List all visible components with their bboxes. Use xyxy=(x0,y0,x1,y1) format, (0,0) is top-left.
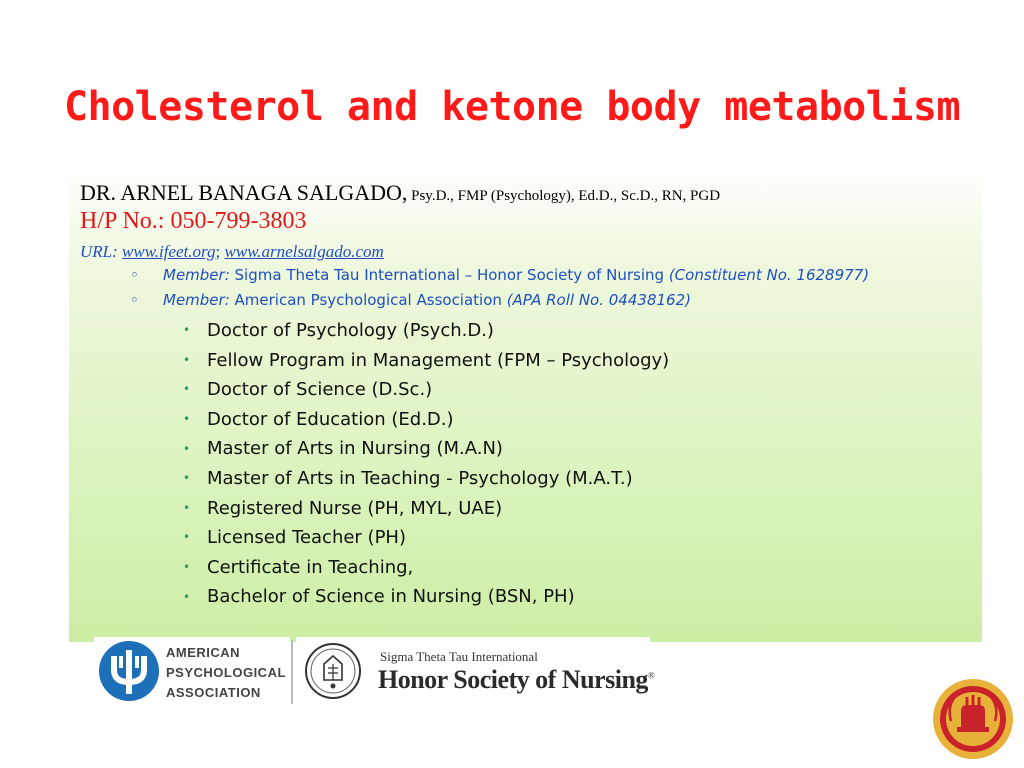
bullet-icon: • xyxy=(183,589,191,604)
degree-text: Doctor of Psychology (Psych.D.) xyxy=(207,320,494,341)
degree-item xyxy=(183,523,669,553)
logo-divider xyxy=(291,640,293,704)
membership-prefix: Member: xyxy=(163,266,230,284)
degree-item xyxy=(183,405,669,435)
honor-title-text: Honor Society of Nursing xyxy=(378,665,648,694)
honor-society-crest-icon xyxy=(302,640,364,702)
bullet-icon: • xyxy=(183,323,191,338)
honor-society-logo xyxy=(296,637,655,705)
membership-detail: (APA Roll No. 04438162) xyxy=(506,291,691,309)
membership-detail: (Constituent No. 1628977) xyxy=(668,266,870,284)
university-seal-icon xyxy=(931,677,1015,761)
degree-text: Certificate in Teaching, xyxy=(207,556,414,578)
degree-text: Master of Arts in Nursing (M.A.N) xyxy=(207,438,503,460)
url-line xyxy=(80,242,384,262)
honor-subtitle: Sigma Theta Tau International xyxy=(380,649,538,664)
degree-text: Doctor of Education (Ed.D.) xyxy=(207,408,454,430)
degree-text: Bachelor of Science in Nursing (BSN, PH) xyxy=(207,586,575,608)
bullet-icon: • xyxy=(183,382,191,397)
author-credentials: Psy.D., FMP (Psychology), Ed.D., Sc.D., RN, PGD xyxy=(407,188,721,204)
bullet-icon: • xyxy=(183,500,191,515)
phone-number: H/P No.: 050-799-3803 xyxy=(80,208,307,234)
link-ifeet[interactable]: www.ifeet.org xyxy=(122,242,216,261)
membership-prefix: Member: xyxy=(163,291,230,309)
author-name: DR. ARNEL BANAGA SALGADO, xyxy=(80,180,408,205)
honor-title xyxy=(378,665,654,695)
degree-item xyxy=(183,494,669,524)
degree-item xyxy=(183,316,669,346)
apa-line3: ASSOCIATION xyxy=(166,685,261,700)
bullet-icon: • xyxy=(183,559,191,574)
bullet-icon: • xyxy=(183,411,191,426)
membership-org: Sigma Theta Tau International – Honor Society of Nursing xyxy=(229,266,669,284)
degree-list xyxy=(183,316,669,612)
degree-item xyxy=(183,434,669,464)
degree-item xyxy=(183,582,669,612)
membership-bullet: ◦ xyxy=(130,291,139,309)
apa-logo xyxy=(94,637,290,705)
degree-item xyxy=(183,553,669,583)
degree-item xyxy=(183,375,669,405)
slide-title: Cholesterol and ketone body metabolism xyxy=(63,84,961,130)
bullet-icon: • xyxy=(183,471,191,486)
url-separator: ; xyxy=(215,242,221,261)
membership-bullet: ◦ xyxy=(130,266,139,284)
bullet-icon: • xyxy=(183,352,191,367)
bullet-icon: • xyxy=(183,441,191,456)
apa-line1: AMERICAN xyxy=(166,645,241,660)
url-label: URL: xyxy=(80,242,118,261)
degree-text: Master of Arts in Teaching - Psychology (M.A.T.) xyxy=(207,467,633,489)
membership-org: American Psychological Association xyxy=(229,291,507,309)
degree-item xyxy=(183,464,669,494)
link-arnelsalgado[interactable]: www.arnelsalgado.com xyxy=(224,242,384,261)
membership-apa xyxy=(130,291,691,309)
degree-item xyxy=(183,346,669,376)
membership-sigma xyxy=(130,266,869,284)
degree-text: Doctor of Science (D.Sc.) xyxy=(207,379,433,401)
apa-psi-icon xyxy=(96,638,162,704)
registered-mark: ® xyxy=(647,670,655,681)
apa-line2: PSYCHOLOGICAL xyxy=(166,665,286,680)
degree-text: Registered Nurse (PH, MYL, UAE) xyxy=(207,497,503,519)
bullet-icon: • xyxy=(183,530,191,545)
author-line xyxy=(80,180,720,206)
degree-text: Licensed Teacher (PH) xyxy=(207,527,406,549)
degree-text: Fellow Program in Management (FPM – Psychology) xyxy=(207,349,670,371)
